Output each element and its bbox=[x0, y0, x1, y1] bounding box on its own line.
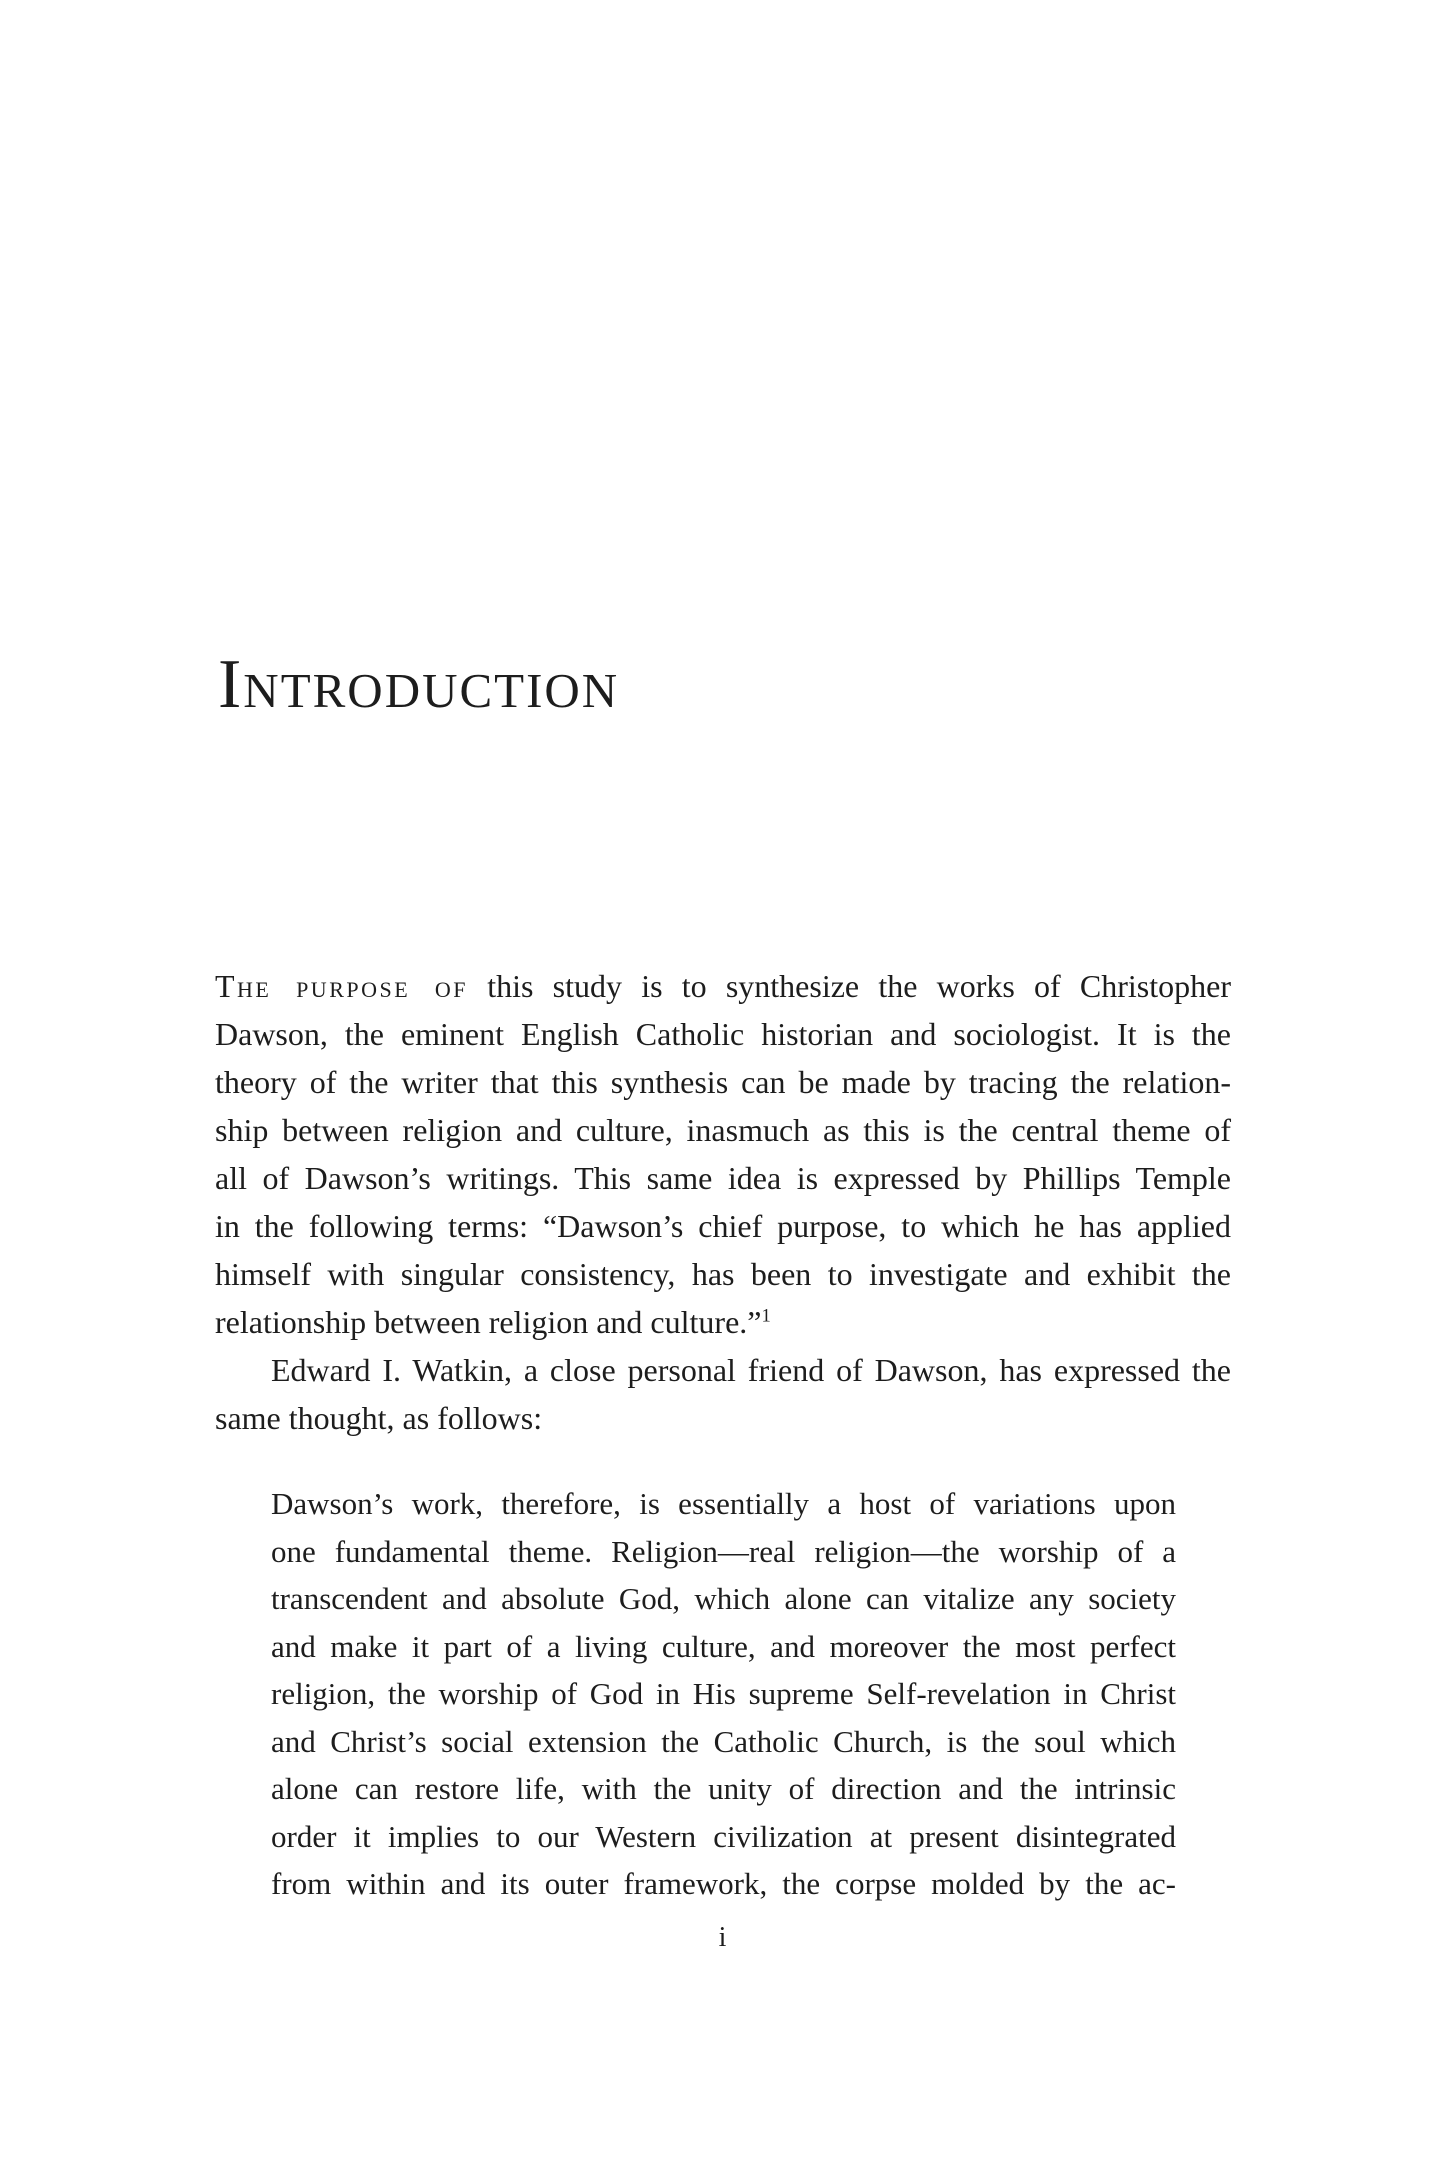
paragraph-text: relationship between religion and culture.” bbox=[215, 1304, 762, 1340]
quote-line: Dawson’s work, therefore, is essentially a host of variations upon bbox=[271, 1486, 1176, 1521]
quote-line: and Christ’s social extension the Catholic Church, is the soul which bbox=[271, 1723, 1176, 1759]
paragraph-line: in the following terms: “Dawson’s chief purpose, to which he has applied bbox=[215, 1208, 1231, 1244]
quote-line: religion, the worship of God in His supreme Self-revelation in Christ bbox=[271, 1676, 1176, 1711]
paragraph-line: himself with singular consistency, has been to investigate and exhibit the bbox=[215, 1256, 1231, 1292]
footnote-reference: 1 bbox=[761, 1305, 771, 1327]
paragraph-line: all of Dawson’s writings. This same idea is expressed by Phillips Temple bbox=[215, 1160, 1231, 1196]
paragraph-line: Dawson, the eminent English Catholic historian and sociologist. It is the bbox=[215, 1016, 1231, 1052]
quote-line: and make it part of a living culture, and moreover the most perfect bbox=[271, 1628, 1176, 1664]
paragraph-text: this study is to synthesize the works of Christopher bbox=[468, 968, 1231, 1004]
leading-small-caps: The purpose of bbox=[215, 968, 468, 1004]
paragraph-line bbox=[215, 1298, 1231, 1346]
paragraph-line: ship between religion and culture, inasmuch as this is the central theme of bbox=[215, 1112, 1231, 1148]
quote-line: from within and its outer framework, the corpse molded by the ac- bbox=[271, 1866, 1176, 1901]
paragraph-line bbox=[215, 962, 1231, 1010]
paragraph-line: theory of the writer that this synthesis can be made by tracing the relation- bbox=[215, 1064, 1231, 1100]
block-quote bbox=[271, 1480, 1176, 1908]
quote-line: transcendent and absolute God, which alone can vitalize any society bbox=[271, 1581, 1176, 1616]
body-text bbox=[215, 962, 1231, 1442]
paragraph-line: Edward I. Watkin, a close personal friend of Dawson, has expressed the bbox=[271, 1352, 1231, 1388]
page-number: i bbox=[718, 1922, 727, 1953]
quote-line: alone can restore life, with the unity of direction and the intrinsic bbox=[271, 1771, 1176, 1806]
quote-line: one fundamental theme. Religion—real religion—the worship of a bbox=[271, 1533, 1176, 1569]
quote-line: order it implies to our Western civilization at present disintegrated bbox=[271, 1818, 1176, 1854]
chapter-title: Introduction bbox=[218, 646, 620, 723]
paragraph-line: same thought, as follows: bbox=[215, 1400, 543, 1436]
